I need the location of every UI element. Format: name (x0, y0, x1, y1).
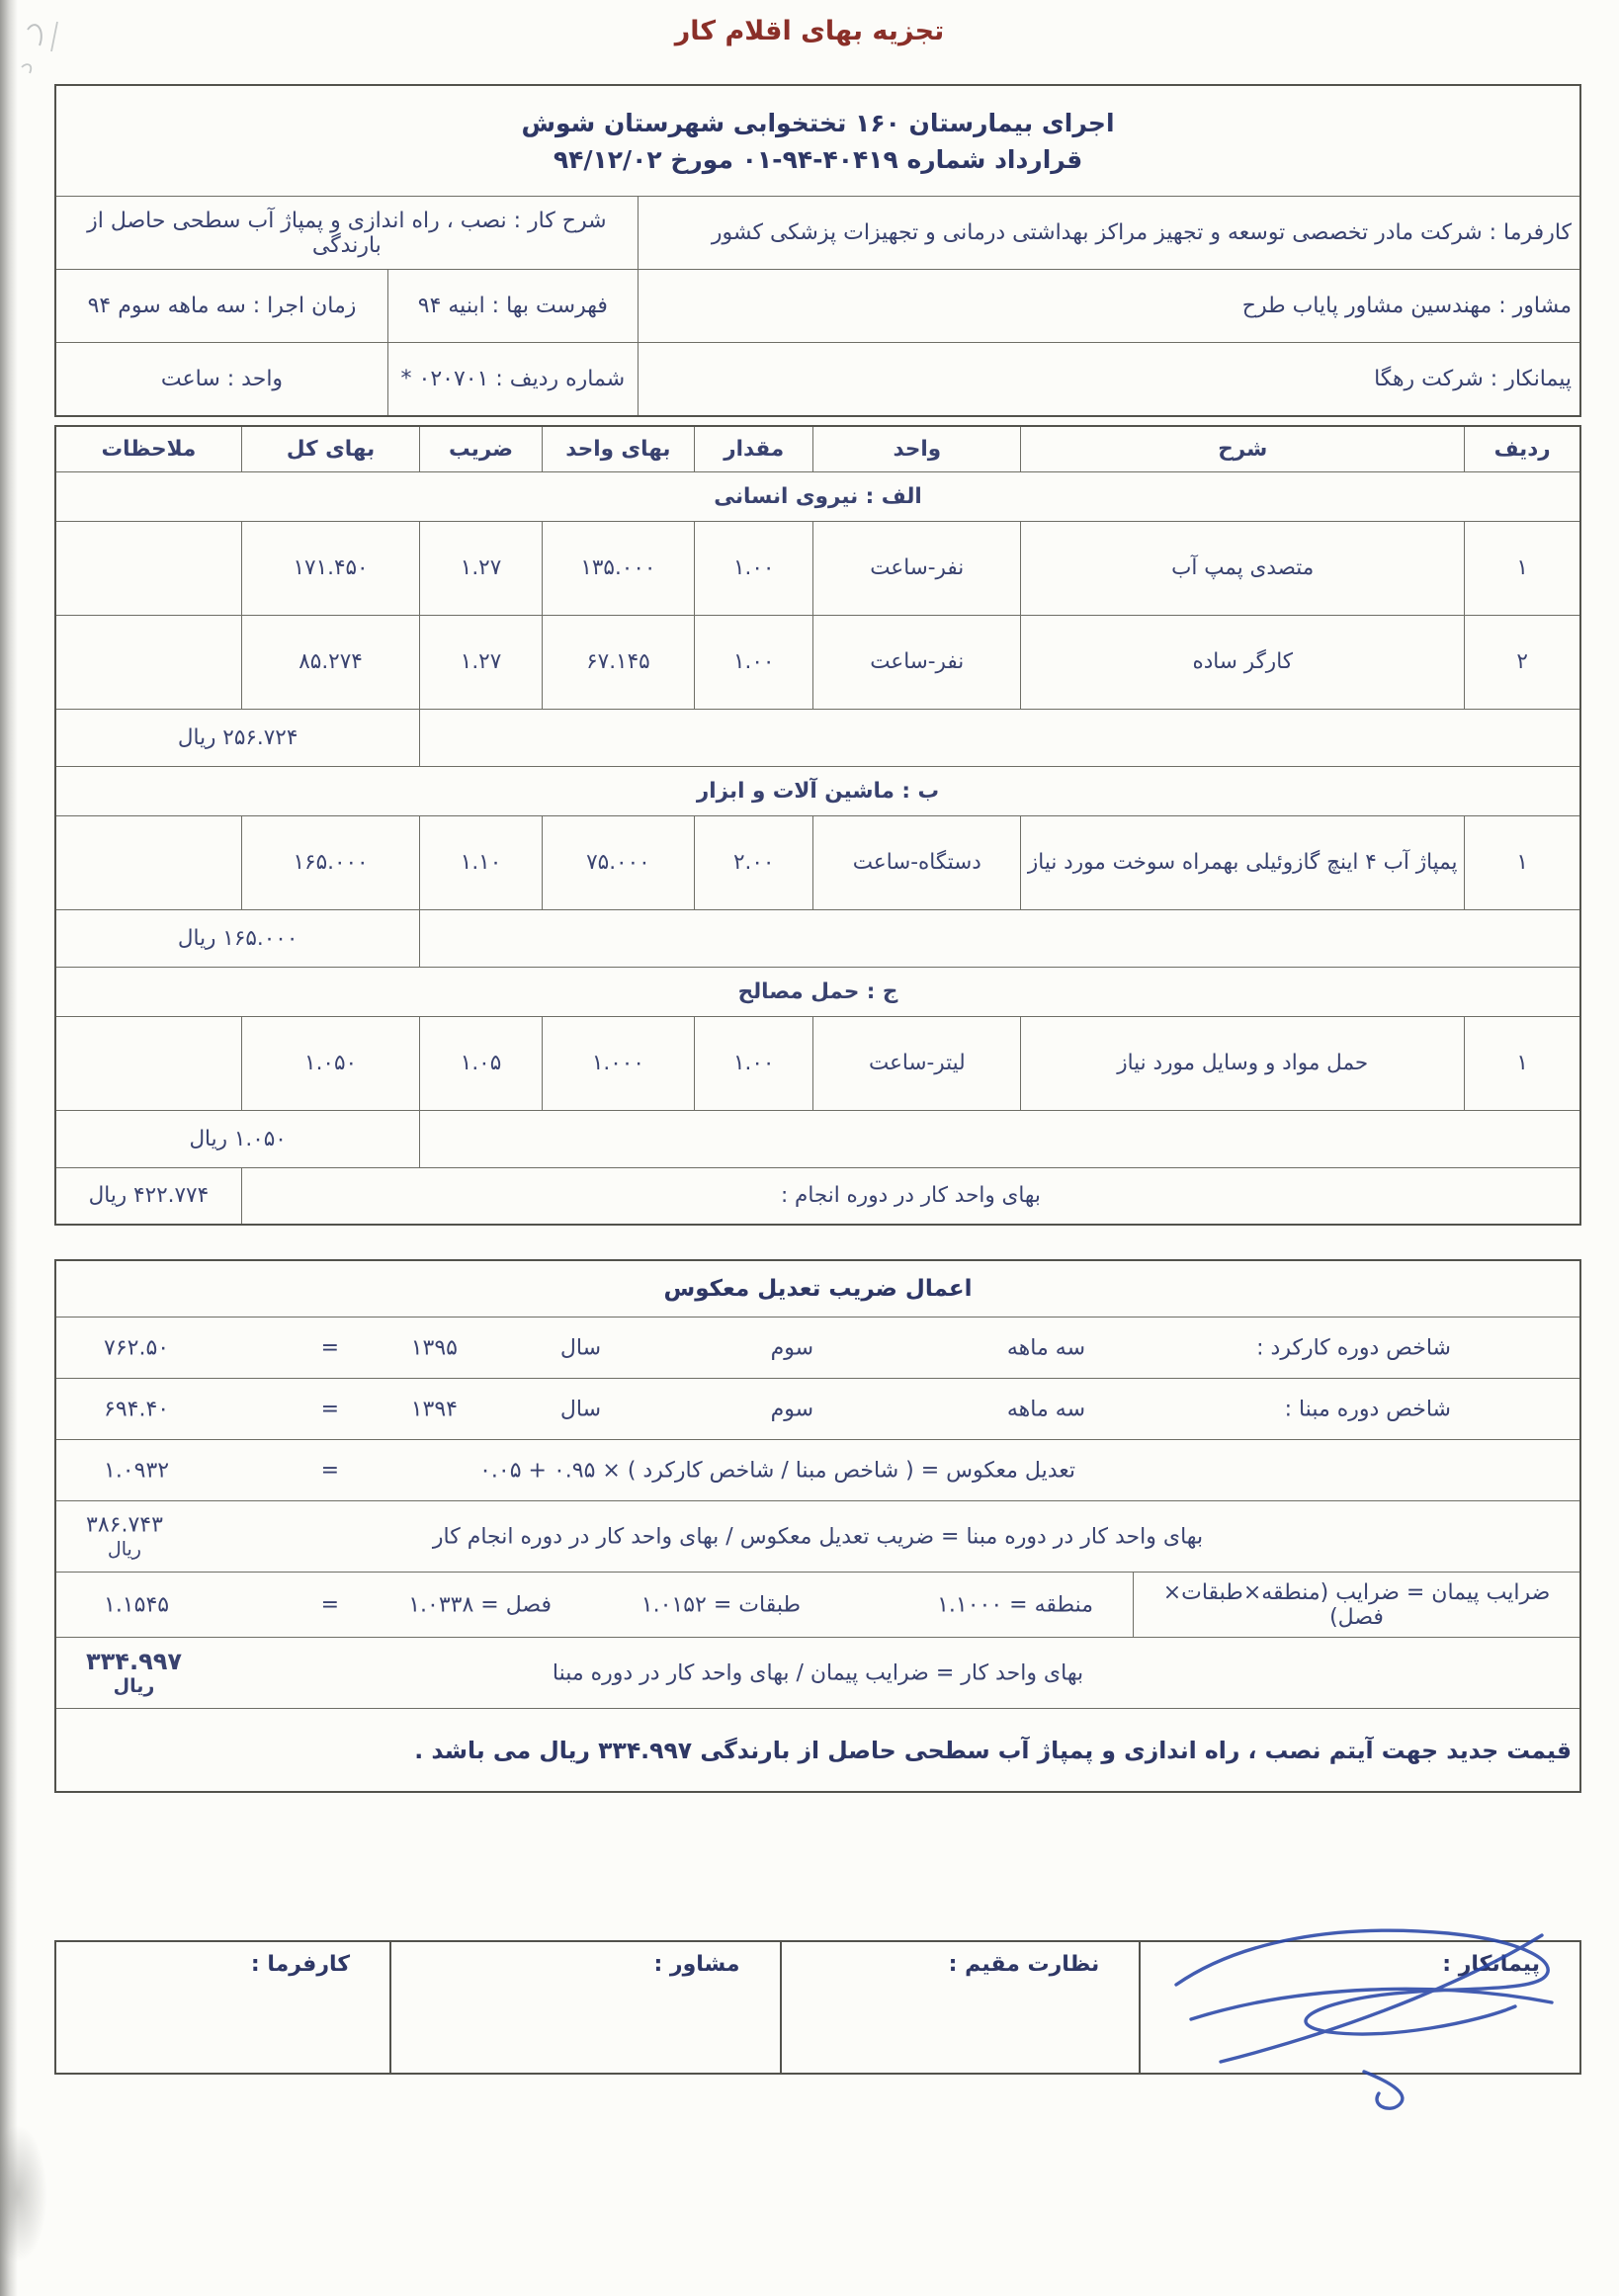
work-index-year-word: سال (559, 1335, 601, 1360)
cell-quantity: ۲.۰۰ (695, 815, 813, 909)
contractor-signature-label: پیمانکار : (1442, 1952, 1540, 1977)
period-unit-price-row (55, 1167, 1580, 1225)
cell-factor: ۱.۲۷ (420, 615, 542, 709)
cell-remarks (55, 1016, 241, 1110)
cell-remarks (55, 815, 241, 909)
employer-field: کارفرما : شرکت مادر تخصصی توسعه و تجهیز مراکز بهداشتی درمانی و تجهیزات پزشکی کشور (711, 220, 1572, 245)
reverse-adjustment-value: ۱.۰۹۳۲ (104, 1458, 170, 1483)
header-row-consultant (56, 269, 1579, 342)
reverse-adjustment-box (54, 1259, 1581, 1793)
base-index-row (56, 1378, 1579, 1439)
cell-no: ۲ (1465, 615, 1580, 709)
equals-sign: = (320, 1592, 339, 1617)
cell-quantity: ۱.۰۰ (695, 521, 813, 615)
col-header-factor: ضریب (420, 426, 542, 471)
cell-unit-price: ۱.۰۰۰ (542, 1016, 694, 1110)
header-row-contractor (56, 342, 1579, 415)
col-header-quantity: مقدار (695, 426, 813, 471)
contract-coefficients-label: ضرایب پیمان = ضرایب (منطقه×طبقات× فصل) (1133, 1573, 1579, 1637)
cell-total: ۱۷۱.۴۵۰ (241, 521, 420, 615)
cell-unit: لیتر-ساعت (813, 1016, 1021, 1110)
subtotal-spacer (420, 909, 1580, 967)
col-header-total: بهای کل (241, 426, 420, 471)
section-c-title: ج : حمل مصالح (55, 967, 1580, 1016)
price-list-field: فهرست بها : ابنیه ۹۴ (388, 270, 639, 342)
base-period-price-value (86, 1512, 163, 1561)
equals-sign: = (320, 1335, 339, 1360)
reverse-adjustment-row (56, 1439, 1579, 1500)
work-index-period: سه ماهه (1006, 1335, 1085, 1360)
cell-description: حمل مواد و وسایل مورد نیاز (1021, 1016, 1465, 1110)
section-b-subtotal-row (55, 909, 1580, 967)
section-a-title: الف : نیروی انسانی (55, 471, 1580, 521)
scan-edge-shadow (0, 0, 18, 2296)
equals-sign: = (320, 1458, 339, 1483)
coefficients-product-value: ۱.۱۵۴۵ (104, 1592, 170, 1617)
cell-remarks (55, 615, 241, 709)
subtotal-spacer (420, 709, 1580, 766)
signature-cell-employer (56, 1942, 391, 2073)
scan-corner-smudge (0, 2125, 47, 2263)
amount: ۳۸۶.۷۴۳ (86, 1511, 163, 1537)
section-a-subtotal-row (55, 709, 1580, 766)
project-header-box (54, 84, 1581, 417)
header-row-employer (56, 197, 1579, 269)
section-c-subtotal: ۱.۰۵۰ ریال (55, 1110, 420, 1167)
cell-no: ۱ (1465, 1016, 1580, 1110)
cell-unit-price: ۱۳۵.۰۰۰ (542, 521, 694, 615)
base-index-year-word: سال (559, 1397, 601, 1421)
unit-field: واحد : ساعت (56, 343, 388, 415)
cell-total: ۱۶۵.۰۰۰ (241, 815, 420, 909)
work-index-quarter: سوم (770, 1335, 813, 1360)
base-index-value: ۶۹۴.۴۰ (104, 1397, 170, 1421)
signature-cell-resident-supervision (782, 1942, 1142, 2073)
cell-description: متصدی پمپ آب (1021, 521, 1465, 615)
consultant-field: مشاور : مهندسین مشاور پایاب طرح (1241, 294, 1572, 318)
cell-unit-price: ۷۵.۰۰۰ (542, 815, 694, 909)
base-index-label: شاخص دوره مبنا : (1284, 1397, 1451, 1421)
col-header-description: شرح (1021, 426, 1465, 471)
reverse-adjustment-formula: تعدیل معکوس = ( شاخص مبنا / شاخص کارکرد ) × ۰.۹۵ + ۰.۰۵ (479, 1458, 1075, 1483)
execution-time-field: زمان اجرا : سه ماهه سوم ۹۴ (56, 270, 388, 342)
col-header-unit-price: بهای واحد (542, 426, 694, 471)
table-header-row (55, 426, 1580, 471)
consultant-signature-label: مشاور : (653, 1952, 740, 1977)
cell-total: ۸۵.۲۷۴ (241, 615, 420, 709)
amount: ۳۳۴.۹۹۷ (86, 1647, 183, 1675)
work-index-value: ۷۶۲.۵۰ (104, 1335, 170, 1360)
work-index-year: ۱۳۹۵ (410, 1335, 458, 1360)
section-a-subtotal: ۲۵۶.۷۲۴ ریال (55, 709, 420, 766)
table-row (55, 521, 1580, 615)
equals-sign: = (320, 1397, 339, 1421)
floors-coefficient: طبقات = ۱.۰۱۵۲ (640, 1592, 801, 1617)
work-index-row (56, 1317, 1579, 1378)
cell-factor: ۱.۲۷ (420, 521, 542, 615)
cell-remarks (55, 521, 241, 615)
region-coefficient: منطقه = ۱.۱۰۰۰ (937, 1592, 1093, 1617)
base-index-quarter: سوم (770, 1397, 813, 1421)
base-period-price-formula: بهای واحد کار در دوره مبنا = ضریب تعدیل معکوس / بهای واحد کار در دوره انجام کار (432, 1524, 1204, 1549)
cell-unit: دستگاه-ساعت (813, 815, 1021, 909)
subtotal-spacer (420, 1110, 1580, 1167)
cell-unit-price: ۶۷.۱۴۵ (542, 615, 694, 709)
cell-quantity: ۱.۰۰ (695, 615, 813, 709)
row-number-field: شماره ردیف : ۰۲۰۷۰۱ * (388, 343, 639, 415)
section-b-title: ب : ماشین آلات و ابزار (55, 766, 1580, 815)
cell-description: کارگر ساده (1021, 615, 1465, 709)
cell-description: پمپاژ آب ۴ اینچ گازوئیلی بهمراه سوخت مورد نیاز (1021, 815, 1465, 909)
cell-no: ۱ (1465, 815, 1580, 909)
col-header-no: ردیف (1465, 426, 1580, 471)
section-a-header (55, 471, 1580, 521)
season-coefficient: فصل = ۱.۰۳۳۸ (408, 1592, 552, 1617)
table-row (55, 1016, 1580, 1110)
contract-coefficients-row (56, 1572, 1579, 1637)
final-unit-price-row (56, 1637, 1579, 1708)
cell-unit: نفر-ساعت (813, 615, 1021, 709)
contract-number-line: قرارداد شماره ۴۰۴۱۹-۹۴-۰۱ مورخ ۹۴/۱۲/۰۲ (553, 144, 1083, 174)
new-price-statement: قیمت جدید جهت آیتم نصب ، راه اندازی و پمپاژ آب سطحی حاصل از بارندگی ۳۳۴.۹۹۷ ریال می باشد . (56, 1708, 1579, 1791)
cell-no: ۱ (1465, 521, 1580, 615)
final-unit-price-value (86, 1648, 182, 1699)
cell-total: ۱.۰۵۰ (241, 1016, 420, 1110)
base-index-period: سه ماهه (1006, 1397, 1085, 1421)
signature-cell-consultant (391, 1942, 781, 2073)
signature-box (54, 1940, 1581, 2075)
section-c-subtotal-row (55, 1110, 1580, 1167)
period-unit-price-label: بهای واحد کار در دوره انجام : (241, 1167, 1580, 1225)
table-row (55, 615, 1580, 709)
col-header-remarks: ملاحظات (55, 426, 241, 471)
project-title-block (56, 86, 1579, 197)
resident-supervision-label: نظارت مقیم : (948, 1952, 1100, 1977)
cell-factor: ۱.۰۵ (420, 1016, 542, 1110)
signature-cell-contractor (1141, 1942, 1579, 2073)
section-b-header (55, 766, 1580, 815)
section-b-subtotal: ۱۶۵.۰۰۰ ریال (55, 909, 420, 967)
section-c-header (55, 967, 1580, 1016)
document-title: تجزیه بهای اقلام کار (674, 16, 945, 46)
base-index-year: ۱۳۹۴ (410, 1397, 458, 1421)
adjustment-title: اعمال ضریب تعدیل معکوس (663, 1276, 973, 1302)
cell-unit: نفر-ساعت (813, 521, 1021, 615)
work-index-label: شاخص دوره کارکرد : (1256, 1335, 1451, 1360)
project-title: اجرای بیمارستان ۱۶۰ تختخوابی شهرستان شوش (521, 108, 1115, 137)
currency-label: ریال (107, 1538, 141, 1561)
final-unit-price-formula: بهای واحد کار = ضرایب پیمان / بهای واحد کار در دوره مبنا (552, 1660, 1084, 1685)
cell-quantity: ۱.۰۰ (695, 1016, 813, 1110)
contractor-field: پیمانکار : شرکت رهگا (1374, 367, 1572, 391)
period-unit-price-value: ۴۲۲.۷۷۴ ریال (55, 1167, 241, 1225)
base-period-price-row (56, 1500, 1579, 1572)
table-row (55, 815, 1580, 909)
cost-items-table (54, 425, 1581, 1226)
work-description-field: شرح کار : نصب ، راه اندازی و پمپاژ آب سطحی حاصل از بارندگی (56, 197, 639, 269)
col-header-unit: واحد (813, 426, 1021, 471)
currency-label: ریال (113, 1675, 155, 1698)
cell-factor: ۱.۱۰ (420, 815, 542, 909)
employer-signature-label: کارفرما : (250, 1952, 351, 1977)
